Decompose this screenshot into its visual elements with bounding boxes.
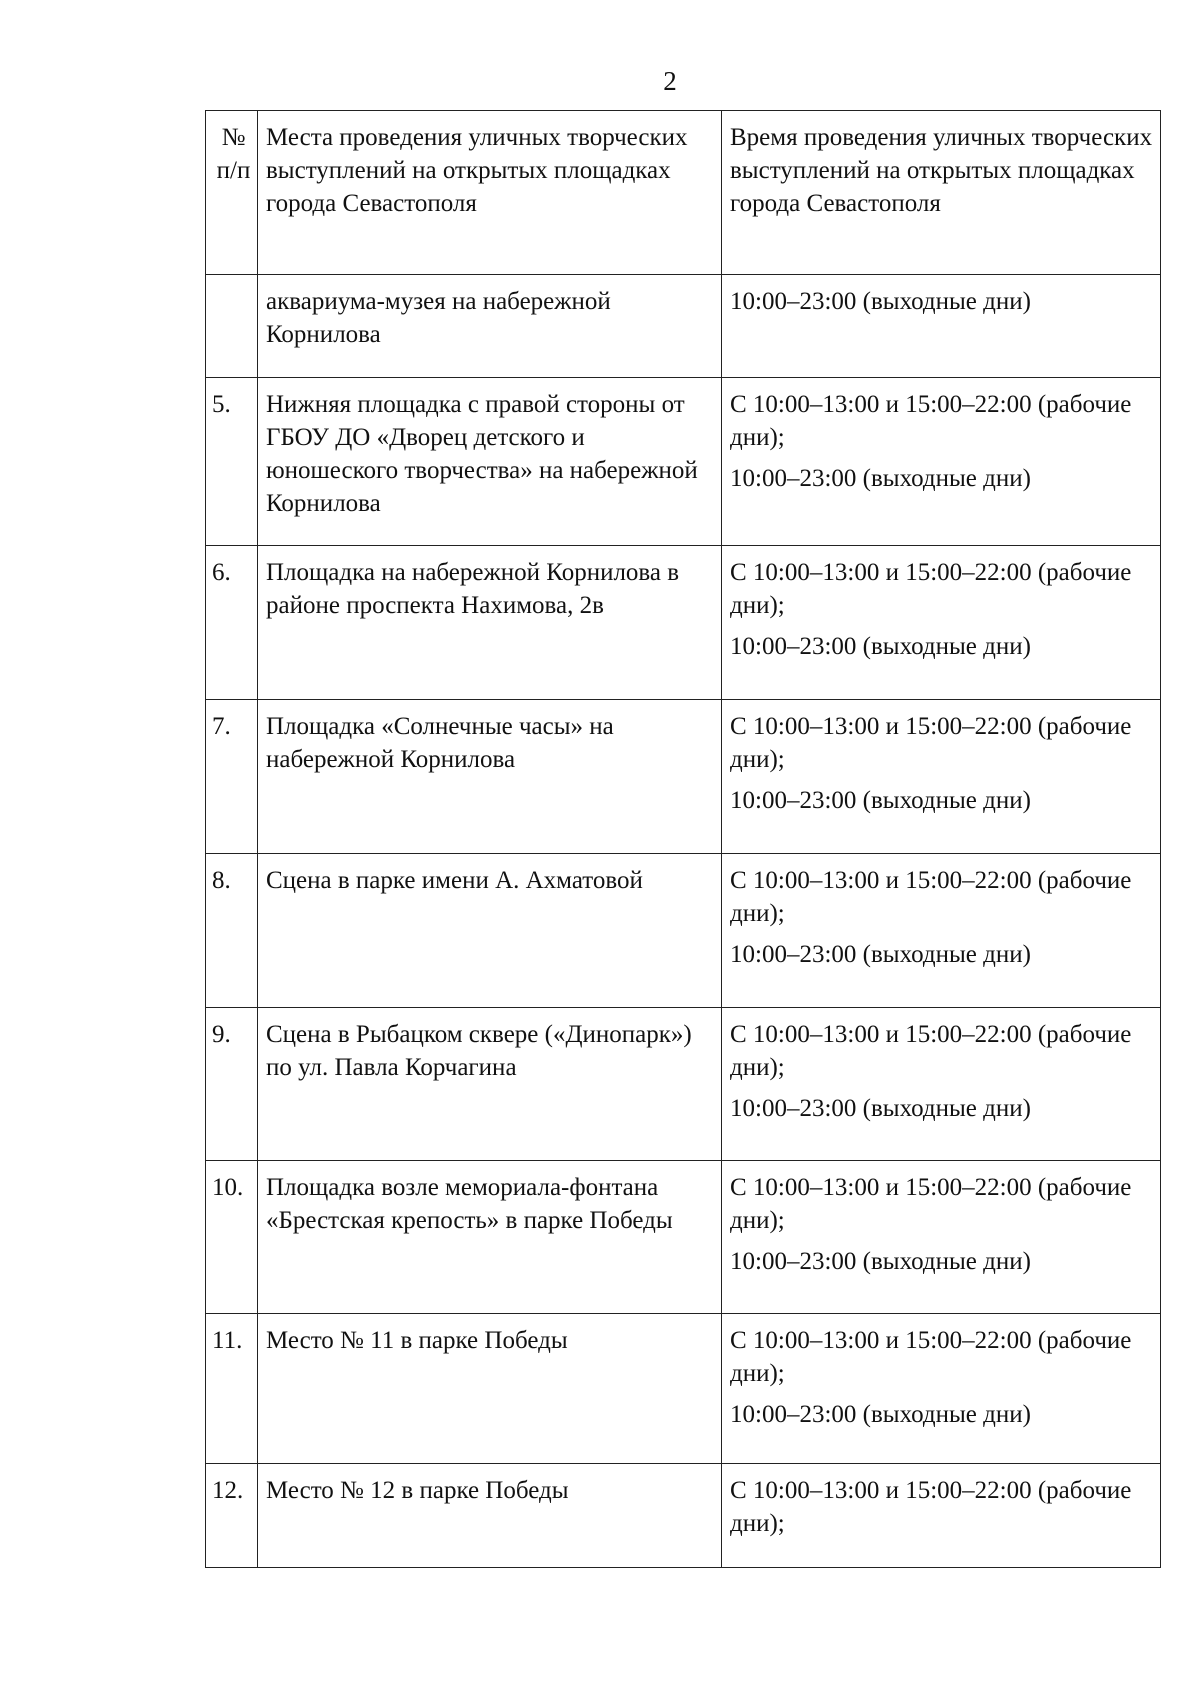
- table-row: [206, 1008, 1161, 1161]
- header-time: Время проведения уличных творческих выступлений на открытых площадках города Севастополя: [722, 111, 1161, 275]
- row-place: Площадка «Солнечные часы» на набережной Корнилова: [258, 700, 722, 854]
- row-place: Сцена в парке имени А. Ахматовой: [258, 854, 722, 1008]
- time-workdays: С 10:00–13:00 и 15:00–22:00 (рабочие дни);: [730, 1174, 1132, 1234]
- time-weekend: 10:00–23:00 (выходные дни): [730, 787, 1031, 814]
- row-place: аквариума-музея на набережной Корнилова: [258, 275, 722, 378]
- row-place: Сцена в Рыбацком сквере («Динопарк») по ул. Павла Корчагина: [258, 1008, 722, 1161]
- time-workdays: С 10:00–13:00 и 15:00–22:00 (рабочие дни);: [730, 1021, 1132, 1081]
- time-workdays: С 10:00–13:00 и 15:00–22:00 (рабочие дни);: [730, 391, 1132, 451]
- row-num: [206, 275, 258, 378]
- time-weekend: 10:00–23:00 (выходные дни): [730, 288, 1031, 315]
- row-place: Место № 11 в парке Победы: [258, 1314, 722, 1464]
- row-num: 8.: [206, 854, 258, 1008]
- table-row: [206, 854, 1161, 1008]
- table-row: [206, 546, 1161, 700]
- row-time: [722, 1464, 1161, 1568]
- time-weekend: 10:00–23:00 (выходные дни): [730, 465, 1031, 492]
- table-row: [206, 378, 1161, 546]
- row-time: [722, 546, 1161, 700]
- time-weekend: 10:00–23:00 (выходные дни): [730, 1095, 1031, 1122]
- row-place: Место № 12 в парке Победы: [258, 1464, 722, 1568]
- row-time: [722, 700, 1161, 854]
- time-workdays: С 10:00–13:00 и 15:00–22:00 (рабочие дни);: [730, 1327, 1132, 1387]
- table-row: [206, 1314, 1161, 1464]
- time-weekend: 10:00–23:00 (выходные дни): [730, 1248, 1031, 1275]
- time-workdays: С 10:00–13:00 и 15:00–22:00 (рабочие дни);: [730, 713, 1132, 773]
- row-num: 7.: [206, 700, 258, 854]
- table-row: [206, 700, 1161, 854]
- row-num: 11.: [206, 1314, 258, 1464]
- row-time: [722, 1161, 1161, 1314]
- row-num: 6.: [206, 546, 258, 700]
- row-num: 10.: [206, 1161, 258, 1314]
- row-time: [722, 1008, 1161, 1161]
- row-place: Нижняя площадка с правой стороны от ГБОУ ДО «Дворец детского и юношеского творчества» на набережной Корнилова: [258, 378, 722, 546]
- row-num: 9.: [206, 1008, 258, 1161]
- table-row: [206, 1161, 1161, 1314]
- row-time: [722, 378, 1161, 546]
- row-num: 5.: [206, 378, 258, 546]
- row-place: Площадка возле мемориала-фонтана «Брестская крепость» в парке Победы: [258, 1161, 722, 1314]
- page-number: 2: [663, 66, 677, 96]
- row-num: 12.: [206, 1464, 258, 1568]
- row-place: Площадка на набережной Корнилова в районе проспекта Нахимова, 2в: [258, 546, 722, 700]
- table-row: [206, 275, 1161, 378]
- table-header-row: [206, 111, 1161, 275]
- row-time: [722, 275, 1161, 378]
- time-workdays: С 10:00–13:00 и 15:00–22:00 (рабочие дни);: [730, 1477, 1132, 1537]
- time-weekend: 10:00–23:00 (выходные дни): [730, 633, 1031, 660]
- header-place: Места проведения уличных творческих выступлений на открытых площадках города Севастополя: [258, 111, 722, 275]
- time-workdays: С 10:00–13:00 и 15:00–22:00 (рабочие дни);: [730, 867, 1132, 927]
- time-weekend: 10:00–23:00 (выходные дни): [730, 941, 1031, 968]
- row-time: [722, 854, 1161, 1008]
- time-workdays: С 10:00–13:00 и 15:00–22:00 (рабочие дни);: [730, 559, 1132, 619]
- header-num: № п/п: [206, 111, 258, 275]
- row-time: [722, 1314, 1161, 1464]
- table-row: [206, 1464, 1161, 1568]
- time-weekend: 10:00–23:00 (выходные дни): [730, 1401, 1031, 1428]
- venues-schedule-table: [205, 110, 1161, 1568]
